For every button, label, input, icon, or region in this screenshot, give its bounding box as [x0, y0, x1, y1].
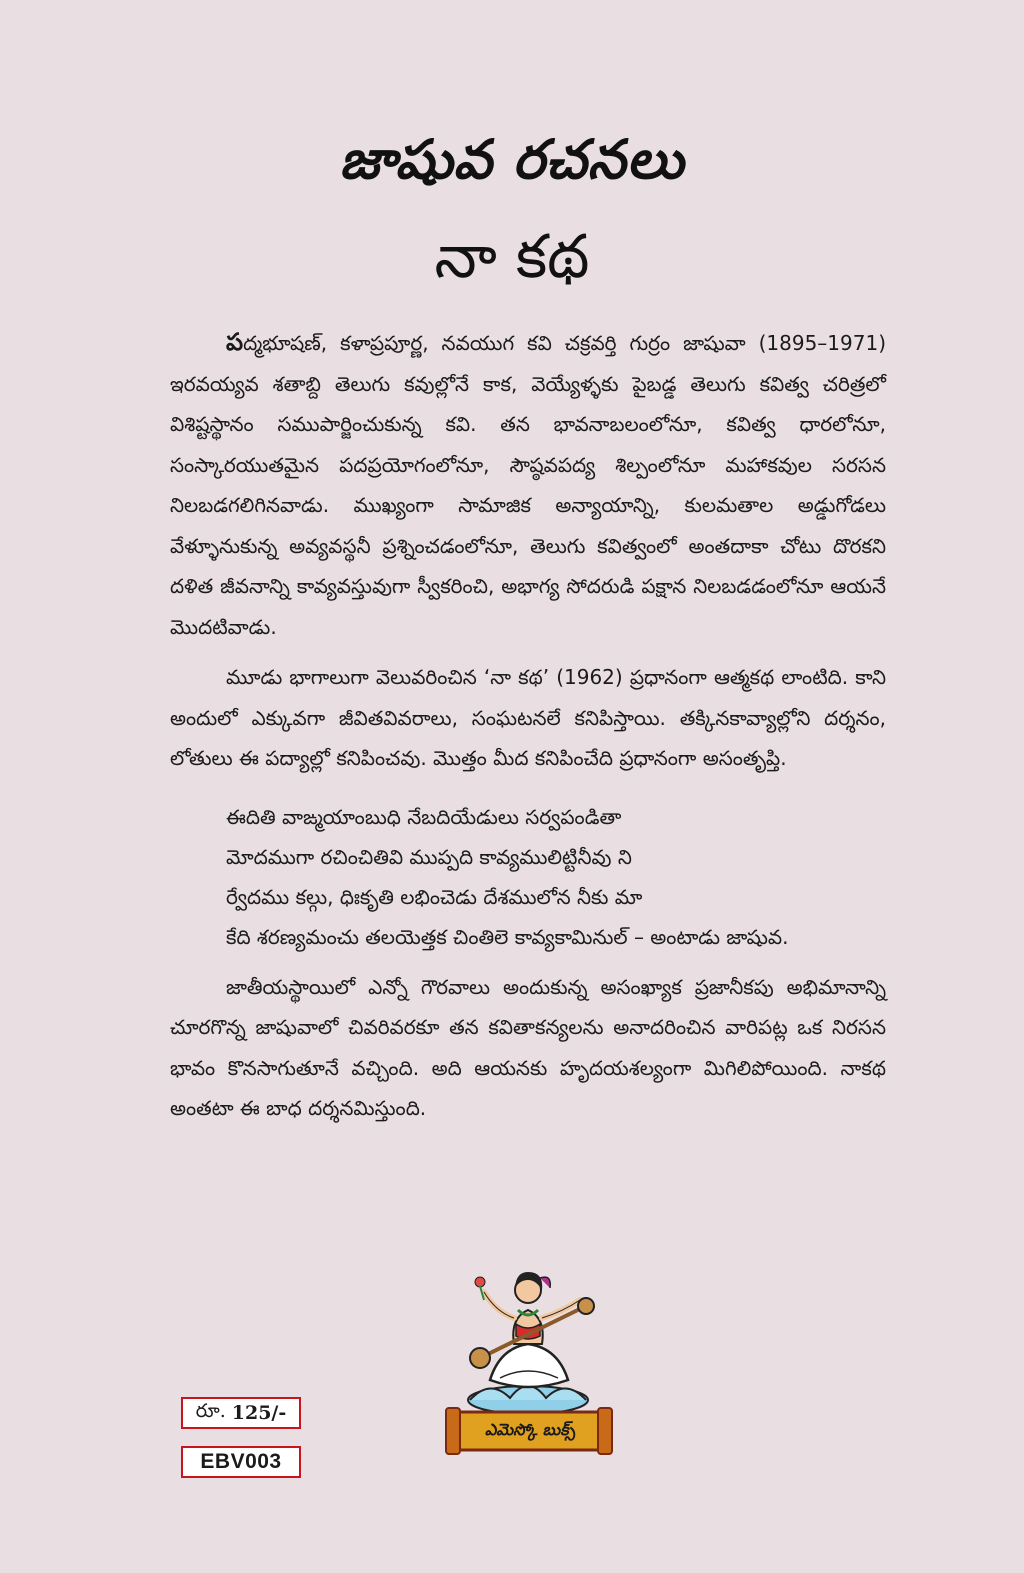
- paragraph-intro: [170, 322, 886, 647]
- book-code: EBV003: [181, 1446, 301, 1478]
- poem-quote: [226, 797, 886, 957]
- paragraph-about-book: మూడు భాగాలుగా వెలువరించిన ‘నా కథ’ (1962) ప్రధానంగా ఆత్మకథ లాంటిది. కాని అందులో ఎక్కువగా జీవితవివరాలు, సంఘటనలే కనిపిస్తాయి. తక్కినకావ్యాల్లోని దర్శనం, లోతులు ఈ పద్యాల్లో కనిపించవు. మొత్తం మీద కనిపించేది ప్రధానంగా అసంతృప్తి.: [170, 665, 886, 770]
- poem-line: ఈదితి వాఙ్మయాంబుధి నేబదియేడులు సర్వపండితా: [226, 804, 622, 829]
- paragraph-closing: జాతీయస్థాయిలో ఎన్నో గౌరవాలు అందుకున్న అసంఖ్యాక ప్రజానీకపు అభిమానాన్ని చూరగొన్న జాషువాలో చివరివరకూ తన కవితాకన్యలను అనాదరించిన వారిపట్ల ఒక నిరసన భావం కొనసాగుతూనే వచ్చింది. అది ఆయనకు హృదయశల్యంగా మిగిలిపోయింది. నాకథ అంతటా ఈ బాధ దర్శనమిస్తుంది.: [170, 974, 886, 1120]
- blurb-text: [170, 322, 886, 1129]
- publisher-logo-label: ఎమెస్కో బుక్స్: [484, 1419, 576, 1439]
- series-title: జాషువ రచనలు: [339, 128, 685, 191]
- price-value: 125/-: [231, 1402, 287, 1424]
- price-prefix: రూ.: [195, 1399, 226, 1422]
- drop-cap: ప: [226, 328, 244, 356]
- price-box: [181, 1397, 301, 1429]
- poem-line: మోదముగా రచించితివి ముప్పది కావ్యములిట్టినీవు ని: [226, 844, 632, 869]
- book-title: నా కథ: [434, 222, 590, 292]
- paragraph-intro-text: ద్మభూషణ్, కళాప్రపూర్ణ, నవయుగ కవి చక్రవర్తి గుర్రం జాషువా (1895–1971) ఇరవయ్యవ శతాబ్ది తెలుగు కవుల్లోనే కాక, వెయ్యేళ్ళకు పైబడ్డ తెలుగు కవిత్వ చరిత్రలో విశిష్టస్థానం సముపార్జించుకున్న కవి. తన భావనాబలంలోనూ, కవిత్వ ధారలోనూ, సంస్కారయుతమైన పదప్రయోగంలోనూ, సౌష్ఠవపద్య శిల్పంలోనూ మహాకవుల సరసన నిలబడగలిగినవాడు. ముఖ్యంగా సామాజిక అన్యాయాన్ని, కులమతాల అడ్డుగోడలు వేళ్ళూనుకున్న అవ్యవస్థనీ ప్రశ్నించడంలోనూ, తెలుగు కవిత్వంలో అంతదాకా చోటు దొరకని దళిత జీవనాన్ని కావ్యవస్తువుగా స్వీకరించి, అభాగ్య సోదరుడి పక్షాన నిలబడడంలోనూ ఆయనే మొదటివాడు.: [170, 331, 886, 639]
- poem-line: కేది శరణ్యమంచు తలయెత్తక చింతిలె కావ్యకామినుల్ – అంటాడు జాషువ.: [226, 924, 789, 949]
- poem-line: ర్వేదము కల్గు, ధిఃకృతి లభించెడు దేశములోన నీకు మా: [226, 884, 643, 909]
